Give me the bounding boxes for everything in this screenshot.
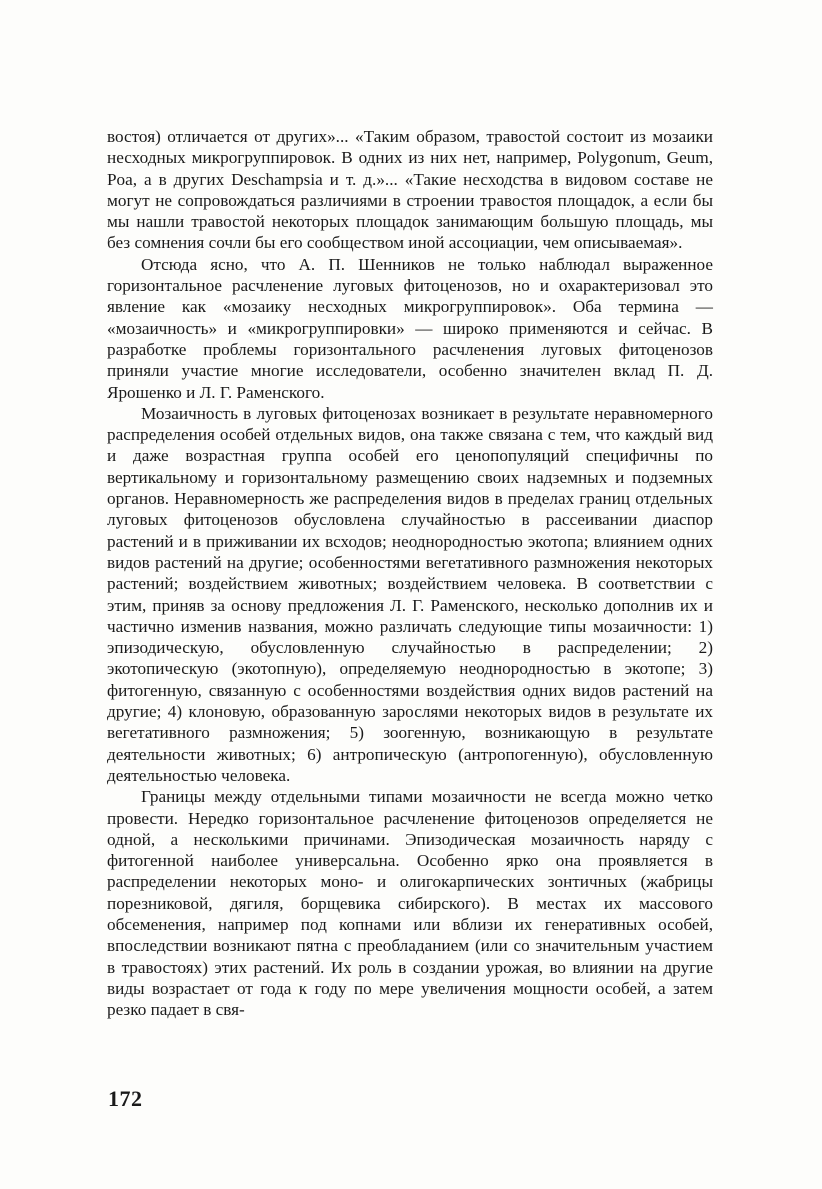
paragraph-continuation: востоя) отличается от других»... «Таким образом, травостой состоит из мозаики несходных микрогруппировок. В одних из них нет, например, Polygonum, Geum, Poa, а в других Deschampsia и т. д.»... «Такие несходства в видовом составе не могут не сопровождаться различиями в строении травостоя площадок, а если бы мы нашли травостой некоторых площадок занимающим большую площадь, мы без сомнения сочли бы его сообществом иной ассоциации, чем описываемая». [107, 127, 713, 253]
paragraph-mosaicism-types: Мозаичность в луговых фитоценозах возникает в результате неравномерного распределения особей отдельных видов, она также связана с тем, что каждый вид и даже возрастная группа особей его ценопопуляций специфичны по вертикальному и горизонтальному размещению своих надземных и подземных органов. Неравномерность же распределения видов в пределах границ отдельных луговых фитоценозов обусловлена случайностью в рассеивании диаспор растений и в приживании их всходов; неоднородностью экотопа; влиянием одних видов растений на другие; особенностями вегетативного размножения некоторых растений; воздействием животных; воздействием человека. В соответствии с этим, приняв за основу предложения Л. Г. Раменского, несколько дополнив их и частично изменив названия, можно различать следующие типы мозаичности: 1) эпизодическую, обусловленную случайностью в распределении; 2) экотопическую (экотопную), определяемую неоднородностью в экотопе; 3) фитогенную, связанную с особенностями воздействия одних видов растений на другие; 4) клоновую, образованную зарослями некоторых видов в результате их вегетативного размножения; 5) зоогенную, возникающую в результате деятельности животных; 6) антропическую (антропогенную), обусловленную деятельностью человека. [107, 403, 713, 785]
paragraph-boundaries: Границы между отдельными типами мозаичности не всегда можно четко провести. Нередко горизонтальное расчленение фитоценозов определяется не одной, а несколькими причинами. Эпизодическая мозаичность наряду с фитогенной наиболее универсальна. Особенно ярко она проявляется в распределении некоторых моно- и олигокарпических зонтичных (жабрицы порезниковой, дягиля, борщевика сибирского). В местах их массового обсеменения, например под копнами или вблизи их генеративных особей, впоследствии возникают пятна с преобладанием (или со значительным участием в травостоях) этих растений. Их роль в создании урожая, во влиянии на другие виды возрастает от года к году по мере увеличения мощности особей, а затем резко падает в свя- [107, 787, 713, 1020]
paragraph-shennikov: Отсюда ясно, что А. П. Шенников не только наблюдал выраженное горизонтальное расчленение луговых фитоценозов, но и охарактеризовал это явление как «мозаику несходных микрогруппировок». Оба термина — «мозаичность» и «микрогруппировки» — широко применяются и сейчас. В разработке проблемы горизонтального расчленения луговых фитоценозов приняли участие многие исследователи, особенно значителен вклад П. Д. Ярошенко и Л. Г. Раменского. [107, 254, 713, 402]
page-number: 172 [108, 1086, 143, 1111]
body-text [107, 126, 713, 1020]
